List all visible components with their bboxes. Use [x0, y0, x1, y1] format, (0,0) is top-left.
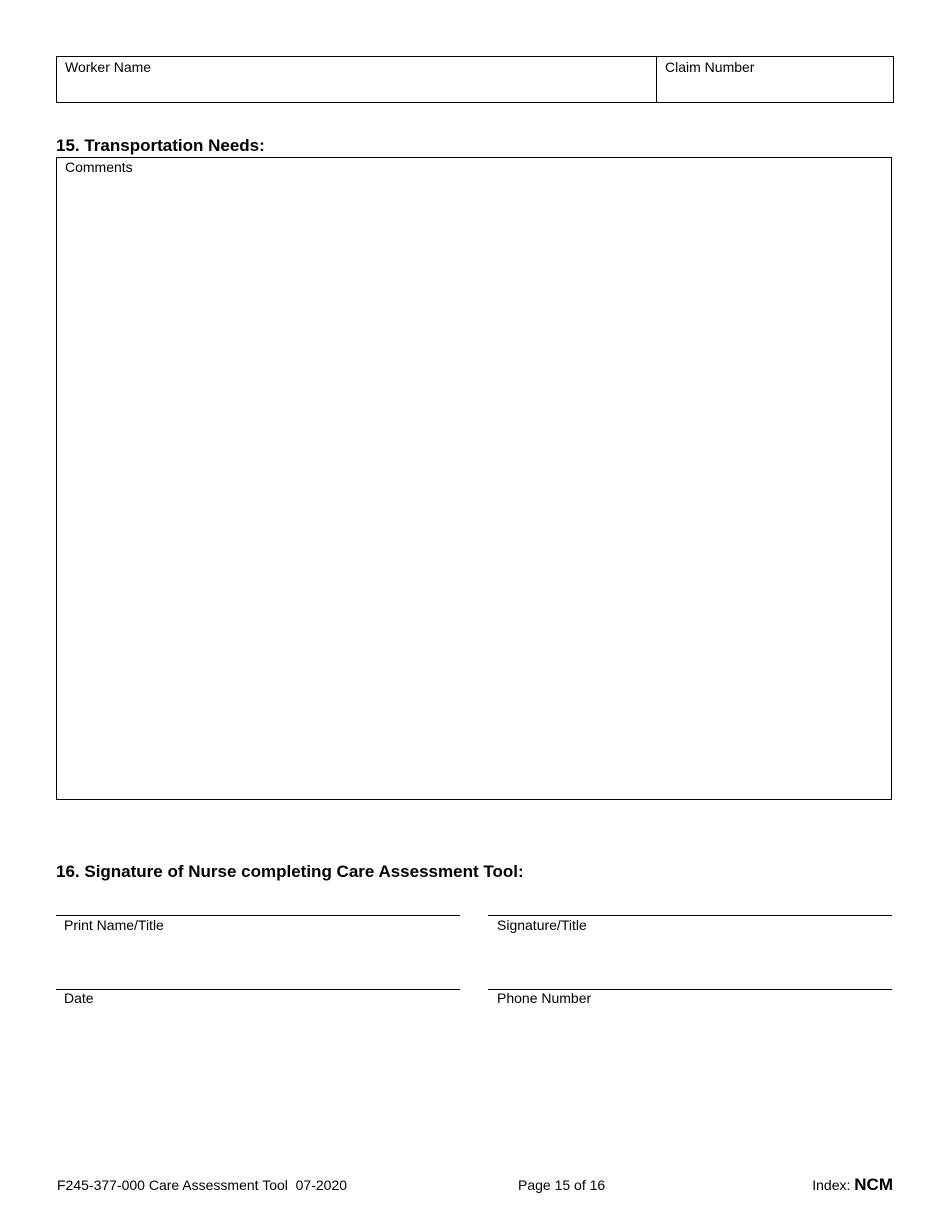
print-name-line[interactable] [56, 915, 460, 916]
worker-name-label: Worker Name [65, 59, 152, 75]
date-line[interactable] [56, 989, 460, 990]
comments-field[interactable] [56, 157, 892, 800]
index-value: NCM [854, 1175, 893, 1194]
claim-number-label: Claim Number [665, 59, 755, 75]
date-label: Date [64, 990, 94, 1006]
form-id: F245-377-000 Care Assessment Tool 07-2020 [57, 1177, 348, 1193]
section-16-title: 16. Signature of Nurse completing Care Assessment Tool: [56, 862, 524, 881]
claim-number-field[interactable] [657, 57, 893, 102]
phone-number-label: Phone Number [497, 990, 592, 1006]
signature-label: Signature/Title [497, 917, 587, 933]
comments-label: Comments [65, 159, 133, 175]
worker-name-field[interactable] [57, 57, 657, 102]
page-number: Page 15 of 16 [518, 1177, 606, 1193]
header-table [56, 56, 894, 103]
index-label: Index: [812, 1177, 851, 1193]
signature-line[interactable] [488, 915, 892, 916]
section-15-title: 15. Transportation Needs: [56, 136, 265, 155]
print-name-label: Print Name/Title [64, 917, 164, 933]
index [812, 1175, 893, 1195]
